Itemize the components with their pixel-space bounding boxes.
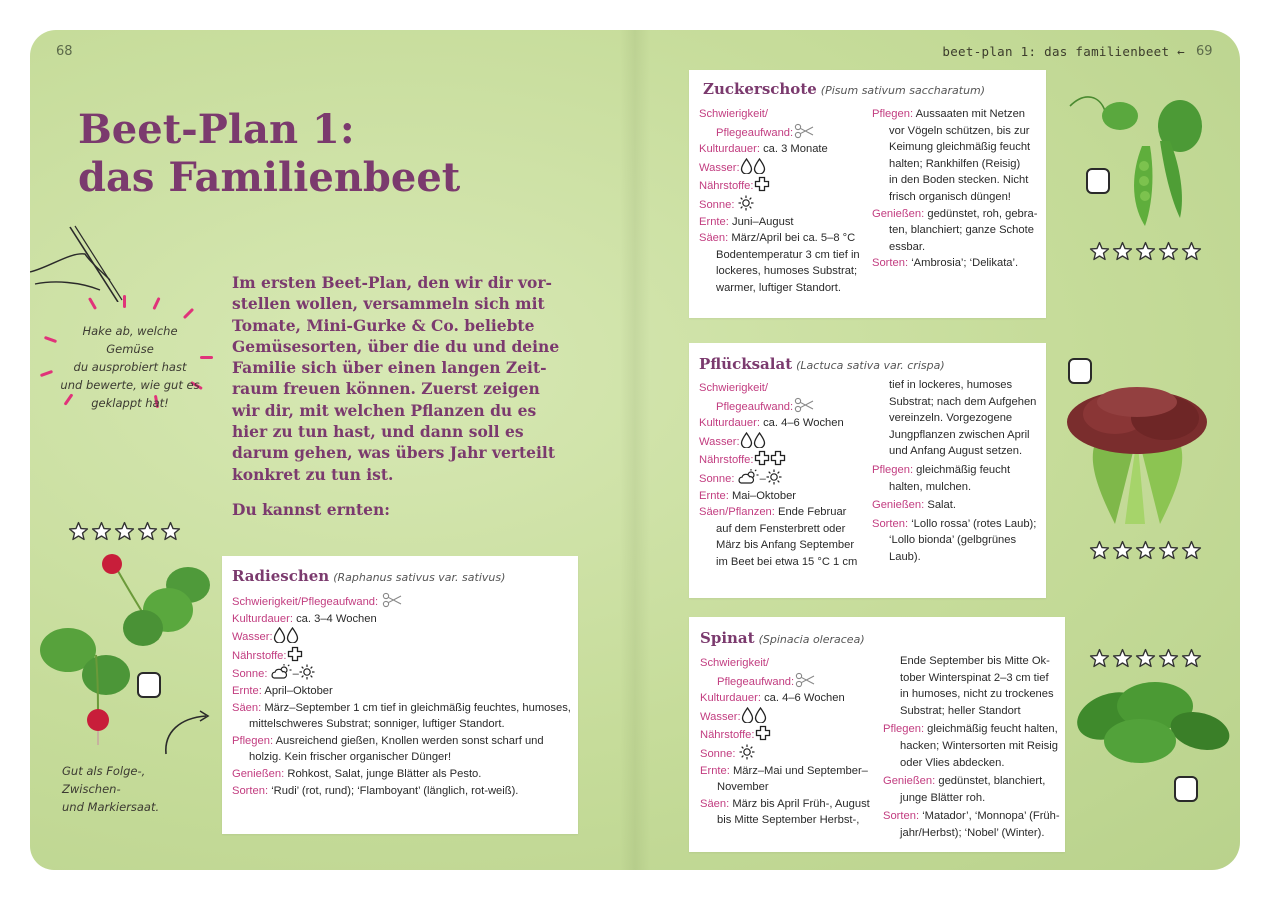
plant-name: Zuckerschote [703, 80, 817, 98]
intro-line: darum gehen, was übers Jahr verteilt [232, 443, 555, 463]
field-label: Wasser: [232, 631, 273, 644]
rating-star-icon[interactable] [1181, 648, 1202, 669]
rating-star-icon[interactable] [68, 521, 89, 542]
field-label: Nährstoffe: [699, 454, 754, 467]
field-value: lockeres, humoses Substrat; [716, 265, 858, 278]
field-value: bis Mitte September Herbst-, [717, 814, 860, 827]
field-value: ‘Ambrosia’; ‘Delikata’. [911, 257, 1019, 270]
field-value: vor Vögeln schützen, bis zur [889, 124, 1030, 137]
rating-stars-spinat[interactable] [1089, 648, 1202, 669]
intro-line: Tomate, Mini-Gurke & Co. beliebte [232, 315, 535, 335]
rating-star-icon[interactable] [114, 521, 135, 542]
field-label: Kulturdauer: [699, 417, 760, 430]
field-value: halten, mulchen. [889, 480, 972, 493]
field-label: Ernte: [699, 215, 729, 228]
field-value: Substrat; heller Standort [900, 704, 1021, 717]
partly-sunny-icon [271, 664, 293, 680]
card-details-right [883, 653, 1063, 842]
field-label: Säen: [699, 232, 729, 245]
rating-star-icon[interactable] [1158, 540, 1179, 561]
field-value: frisch organisch düngen! [889, 190, 1011, 203]
arrow-icon [160, 708, 216, 762]
rating-star-icon[interactable] [1158, 241, 1179, 262]
water-drop-icon [753, 432, 766, 448]
field-label: Wasser: [699, 435, 740, 448]
rating-stars-zuckerschote[interactable] [1089, 241, 1202, 262]
intro-line: Im ersten Beet-Plan, den wir dir vor- [232, 273, 552, 292]
rating-star-icon[interactable] [137, 521, 158, 542]
intro-line: hier zu tun hast, und dann soll es [232, 422, 524, 442]
water-drop-icon [741, 707, 754, 723]
rating-star-icon[interactable] [1181, 540, 1202, 561]
rating-star-icon[interactable] [160, 521, 181, 542]
field-value: ten, blanchiert; ganze Schote [889, 224, 1034, 237]
intro-line: Gemüsesorten, über die du und deine [232, 336, 560, 356]
note-line: und bewerte, wie gut es [60, 378, 200, 392]
rating-stars-radieschen[interactable] [68, 521, 181, 542]
field-value: im Beet bei etwa 15 °C 1 cm [716, 555, 858, 568]
field-label: Genießen: [872, 207, 925, 220]
card-spinat [689, 617, 1065, 852]
field-value: Substrat; nach dem Aufgehen [889, 395, 1037, 408]
scissors-icon [793, 397, 815, 413]
field-label: Nährstoffe: [232, 649, 287, 662]
sun-icon [739, 744, 755, 760]
title-line: Beet-Plan 1: [78, 106, 355, 153]
field-label: Wasser: [700, 710, 741, 723]
sun-icon [766, 469, 782, 485]
field-value: oder Vlies abdecken. [900, 756, 1005, 769]
nutrient-cross-icon [770, 450, 786, 466]
field-value: März–September 1 cm tief in gleichmäßig feuchtes, humoses, [264, 701, 571, 714]
field-value: halten; Rankhilfen (Reisig) [889, 157, 1021, 170]
field-label: Pflegen: [232, 734, 274, 747]
field-value: essbar. [889, 240, 926, 253]
latin-name: (Pisum sativum saccharatum) [820, 84, 986, 97]
field-label: Nährstoffe: [700, 729, 755, 742]
water-drop-icon [754, 707, 767, 723]
field-label: Pflegen: [872, 108, 914, 120]
card-zuckerschote [689, 70, 1046, 318]
intro-paragraph [232, 272, 572, 485]
field-label: Kulturdauer: [700, 692, 761, 705]
water-drop-icon [753, 158, 766, 174]
field-label: Sorten: [872, 517, 909, 530]
harvest-heading: Du kannst ernten: [232, 500, 391, 519]
scissors-icon [794, 672, 816, 688]
rating-star-icon[interactable] [1135, 241, 1156, 262]
rating-star-icon[interactable] [1089, 241, 1110, 262]
field-value: warmer, luftiger Standort. [716, 281, 841, 294]
checkbox[interactable] [137, 672, 161, 698]
field-value: März–Mai und September– [732, 764, 868, 777]
field-value: gleichmäßig feucht halten, [927, 723, 1058, 736]
rating-stars-pfluecksalat[interactable] [1089, 540, 1202, 561]
field-label: Pflegeaufwand: [716, 126, 794, 139]
field-value: ‘Matador’, ‘Monnopa’ (Früh- [922, 810, 1060, 823]
side-note [62, 762, 202, 816]
field-label: Säen: [232, 701, 262, 714]
water-drop-icon [740, 432, 753, 448]
note-line: Hake ab, welche Gemüse [82, 324, 178, 356]
plant-name: Pflücksalat [699, 355, 793, 373]
field-label: Sonne: [699, 198, 735, 211]
rating-star-icon[interactable] [91, 521, 112, 542]
field-label: Sonne: [699, 472, 735, 485]
field-label: Genießen: [232, 767, 285, 780]
field-value: holzig. Kein frischer organischer Dünger! [249, 751, 452, 764]
card-details-left [700, 655, 885, 829]
field-label: Kulturdauer: [699, 143, 760, 156]
field-value: Bodentemperatur 3 cm tief in [716, 248, 860, 261]
rating-star-icon[interactable] [1158, 648, 1179, 669]
field-value: ca. 4–6 Wochen [763, 417, 844, 430]
rating-star-icon[interactable] [1112, 241, 1133, 262]
field-value: ca. 3–4 Wochen [296, 612, 377, 625]
card-details-right [872, 106, 1042, 272]
nutrient-cross-icon [754, 450, 770, 466]
lettuce-illustration [1055, 384, 1220, 533]
latin-name: (Spinacia oleracea) [758, 633, 865, 646]
note-line: du ausprobiert hast [73, 360, 187, 374]
rating-star-icon[interactable] [1135, 540, 1156, 561]
field-label: Schwierigkeit/Pflegeaufwand: [232, 596, 379, 608]
spinach-illustration [1070, 676, 1235, 780]
field-label: Pflegen: [883, 723, 925, 736]
field-value: hacken; Wintersorten mit Reisig [900, 739, 1058, 752]
card-details-right [872, 377, 1044, 566]
field-value: Keimung gleichmäßig feucht [889, 141, 1031, 154]
hand-pen-illustration [30, 222, 130, 306]
rating-star-icon[interactable] [1181, 241, 1202, 262]
nutrient-cross-icon [755, 725, 771, 741]
plant-name: Spinat [700, 629, 755, 647]
scissors-icon [793, 123, 815, 139]
partly-sunny-icon [738, 469, 760, 485]
field-value: April–Oktober [264, 684, 333, 697]
field-label: Ernte: [232, 684, 262, 697]
field-value: ‘Lollo bionda’ (gelbgrünes [889, 534, 1017, 547]
field-label: Kulturdauer: [232, 612, 293, 625]
field-label: Sorten: [883, 810, 920, 823]
field-value: vereinzeln. Vorgezogene [889, 412, 1013, 425]
field-value: mittelschweres Substrat; sonniger, luftiger Standort. [249, 718, 505, 731]
field-value: auf dem Fensterbrett oder [716, 522, 846, 535]
field-value: tober Winterspinat 2–3 cm tief [900, 671, 1049, 684]
plant-name: Radieschen [232, 567, 330, 585]
field-value: Ausreichend gießen, Knollen werden sonst scharf und [275, 734, 544, 747]
intro-line: wir dir, mit welchen Pflanzen du es [232, 400, 537, 420]
field-value: gedünstet, blanchiert, [938, 775, 1046, 788]
field-value: November [717, 781, 769, 794]
card-title [232, 567, 505, 585]
field-value: tief in lockeres, humoses [889, 379, 1013, 391]
water-drop-icon [273, 627, 286, 643]
field-value: Laub). [889, 550, 921, 563]
field-value: gleichmäßig feucht [916, 463, 1011, 476]
note-line: geklappt hat! [91, 396, 169, 410]
card-title [699, 355, 945, 373]
field-value: und Anfang August setzen. [889, 445, 1023, 458]
intro-line: stellen wollen, versammeln sich mit [232, 294, 545, 314]
rating-star-icon[interactable] [1089, 648, 1110, 669]
field-label: Sorten: [872, 257, 909, 270]
field-value: ca. 4–6 Wochen [764, 692, 845, 705]
intro-line: Familie sich über einen langen Zeit- [232, 358, 547, 378]
field-label: Sonne: [232, 668, 268, 681]
page-number-left: 68 [56, 44, 73, 59]
note-line: Gut als Folge-, Zwischen- [62, 764, 146, 796]
field-value: in humoses, nicht zu trockenes [900, 688, 1054, 701]
field-label: Ernte: [700, 764, 730, 777]
latin-name: (Lactuca sativa var. crispa) [796, 359, 945, 372]
card-pfluecksalat [689, 343, 1046, 598]
sun-icon [738, 195, 754, 211]
title-line: das Familienbeet [78, 154, 461, 201]
field-label: Säen: [700, 797, 730, 810]
field-value: Aussaaten mit Netzen [915, 108, 1026, 120]
checkbox[interactable] [1068, 358, 1092, 384]
note-line: und Markiersaat. [62, 800, 160, 814]
card-radieschen [222, 556, 578, 834]
field-label: Pflegen: [872, 463, 914, 476]
field-value: jahr/Herbst); ‘Nobel’ (Winter). [900, 826, 1045, 839]
handwritten-note [60, 322, 200, 412]
field-value: gedünstet, roh, gebra- [927, 207, 1038, 220]
field-label: Genießen: [883, 775, 936, 788]
rating-star-icon[interactable] [1089, 540, 1110, 561]
field-label: Wasser: [699, 161, 740, 174]
rating-star-icon[interactable] [1135, 648, 1156, 669]
field-value: Rohkost, Salat, junge Blätter als Pesto. [287, 767, 482, 780]
field-value: Juni–August [731, 215, 794, 228]
card-details-left [699, 106, 871, 297]
checkbox[interactable] [1086, 168, 1110, 194]
field-label: Genießen: [872, 499, 925, 512]
water-drop-icon [740, 158, 753, 174]
field-label: Pflegeaufwand: [716, 400, 794, 413]
card-title [703, 80, 985, 98]
field-value: junge Blätter roh. [900, 791, 986, 804]
latin-name: (Raphanus sativus var. sativus) [333, 571, 506, 584]
field-label: Sorten: [232, 784, 269, 797]
field-label: Schwierigkeit/ [699, 382, 769, 394]
rating-star-icon[interactable] [1112, 540, 1133, 561]
field-value: ‘Rudi’ (rot, rund); ‘Flamboyant’ (länglich, rot-weiß). [271, 784, 519, 797]
field-value: in den Boden stecken. Nicht [889, 174, 1029, 187]
field-value: ca. 3 Monate [763, 143, 828, 156]
field-value: Salat. [927, 499, 956, 512]
sun-icon [299, 664, 315, 680]
field-value: Jungpflanzen zwischen April [889, 428, 1030, 441]
field-label: Ernte: [699, 489, 729, 502]
field-label: Schwierigkeit/ [699, 108, 769, 120]
field-label: Säen/Pflanzen: [699, 506, 775, 519]
intro-line: konkret zu tun ist. [232, 464, 394, 484]
field-label: Nährstoffe: [699, 180, 754, 193]
field-value: Ende Februar [778, 506, 847, 519]
nutrient-cross-icon [754, 176, 770, 192]
running-head: beet-plan 1: das familienbeet ← [942, 44, 1185, 59]
field-value: März bis April Früh-, August [732, 797, 870, 810]
nutrient-cross-icon [287, 646, 303, 662]
water-drop-icon [286, 627, 299, 643]
rating-star-icon[interactable] [1112, 648, 1133, 669]
field-label: Schwierigkeit/ [700, 657, 770, 669]
field-value: März/April bei ca. 5–8 °C [731, 232, 856, 245]
card-details: Schwierigkeit/Pflegeaufwand: Kulturdauer: ca. 3–4 Wochen Wasser: Nährstoffe: Sonne: – Ernte: April–Oktober Säen: März–September 1 cm tief in gleichmäßig feuchtes, humoses, mittelschweres Substrat; sonniger, luftiger Standort. Pflegen: Ausreichend gießen, Knollen werden sonst scharf und holzig. Kein frischer organischer Dünger! Genießen: Rohkost, Salat, junge Blätter als Pesto. Sorten: ‘Rudi’ (rot, rund); ‘Flamboyant’ (länglich, rot-weiß). [232, 592, 572, 799]
intro-line: raum freuen können. Zuerst zeigen [232, 379, 540, 399]
scissors-icon [381, 592, 403, 608]
field-value: Mai–Oktober [731, 489, 797, 502]
card-details-left: Schwierigkeit/ Pflegeaufwand: Kulturdauer: ca. 4–6 Wochen Wasser: Nährstoffe: Sonne: – Ernte: Mai–Oktober Säen/Pflanzen: Ende Februar auf dem Fensterbrett oder März bis Anfang September im Beet bei etwa 15 °C 1 cm [699, 380, 879, 571]
highlight-ray [200, 356, 213, 359]
pea-pod-illustration [1060, 86, 1210, 240]
field-value: Ende September bis Mitte Ok- [900, 655, 1050, 667]
field-label: Pflegeaufwand: [717, 675, 795, 688]
checkbox[interactable] [1174, 776, 1198, 802]
field-value: ‘Lollo rossa’ (rotes Laub); [911, 517, 1037, 530]
highlight-ray [123, 295, 126, 308]
page-title [78, 106, 460, 202]
field-value: März bis Anfang September [716, 539, 855, 552]
field-label: Sonne: [700, 747, 736, 760]
card-title [700, 629, 865, 647]
page-number-right: 69 [1196, 44, 1213, 59]
